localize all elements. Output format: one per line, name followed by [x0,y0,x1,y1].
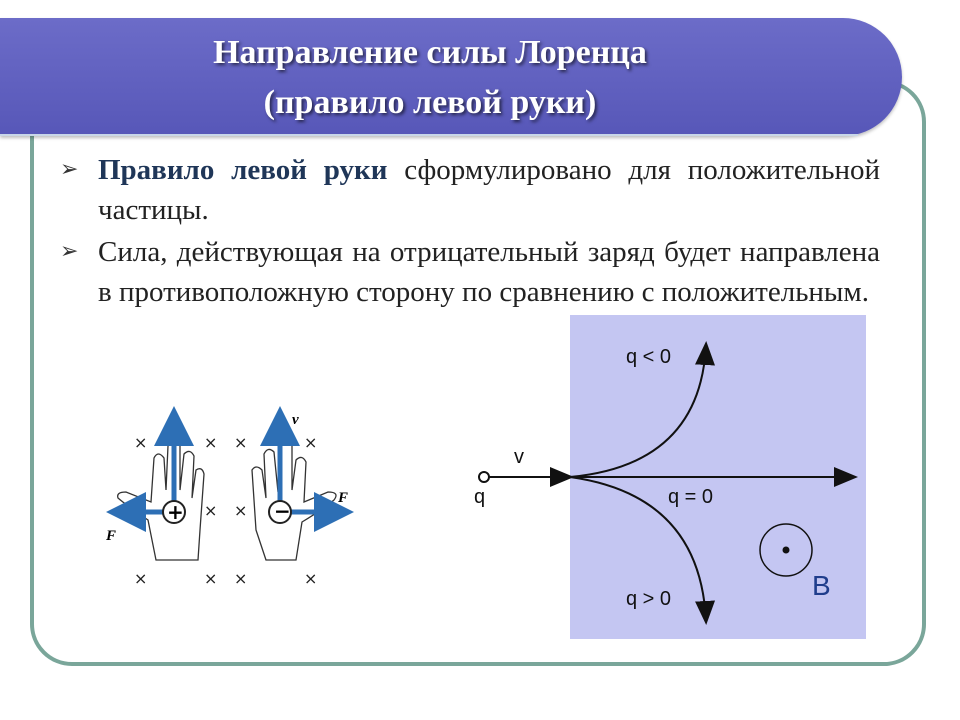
title-line-2: (правило левой руки) [263,84,597,121]
field-cross-mark: × [204,569,218,588]
left-hand-rule-figure [96,380,416,600]
trajectory-diagram [470,315,870,645]
left-hand-icon [118,442,204,560]
field-cross-mark: × [204,501,218,520]
negative-charge-label: q < 0 [626,346,672,368]
velocity-label: v [514,446,524,468]
positive-sign: + [167,500,184,524]
field-cross-mark: × [204,433,218,452]
bullet-item-1 [60,150,880,230]
particle-icon [479,472,489,482]
field-cross-mark: × [304,569,318,588]
title-underline [0,134,858,136]
particle-label: q [474,486,486,508]
bullet-item-2 [60,232,880,312]
bullet-bold-phrase: Правило левой руки [98,154,388,186]
field-cross-mark: × [304,433,318,452]
arrow-bullet-icon: ➢ [60,157,79,182]
bullet-text: сформулировано для положительной частицы. [98,154,881,226]
field-cross-mark: × [234,501,248,520]
field-cross-mark: × [234,433,248,452]
field-cross-mark: × [134,433,148,452]
field-cross-mark: × [234,569,248,588]
field-label: B [812,570,831,601]
velocity-label: v [292,412,299,428]
field-cross-mark: × [134,569,148,588]
right-hand-icon [252,440,336,560]
bullet-text: Сила, действующая на отрицательный заряд будет направлена в противоположную сторону по сравнению с положительным. [98,236,880,308]
title-line-1: Направление силы Лоренца [213,34,647,71]
force-label-right: F [338,490,349,506]
positive-charge-label: q > 0 [626,588,672,610]
negative-sign: − [274,499,291,523]
slide-title [0,28,860,128]
bullet-list [60,150,880,314]
force-label-left: F [106,528,117,544]
zero-charge-label: q = 0 [668,486,714,508]
field-out-of-page-dot [783,547,790,554]
arrow-bullet-icon: ➢ [60,239,79,264]
